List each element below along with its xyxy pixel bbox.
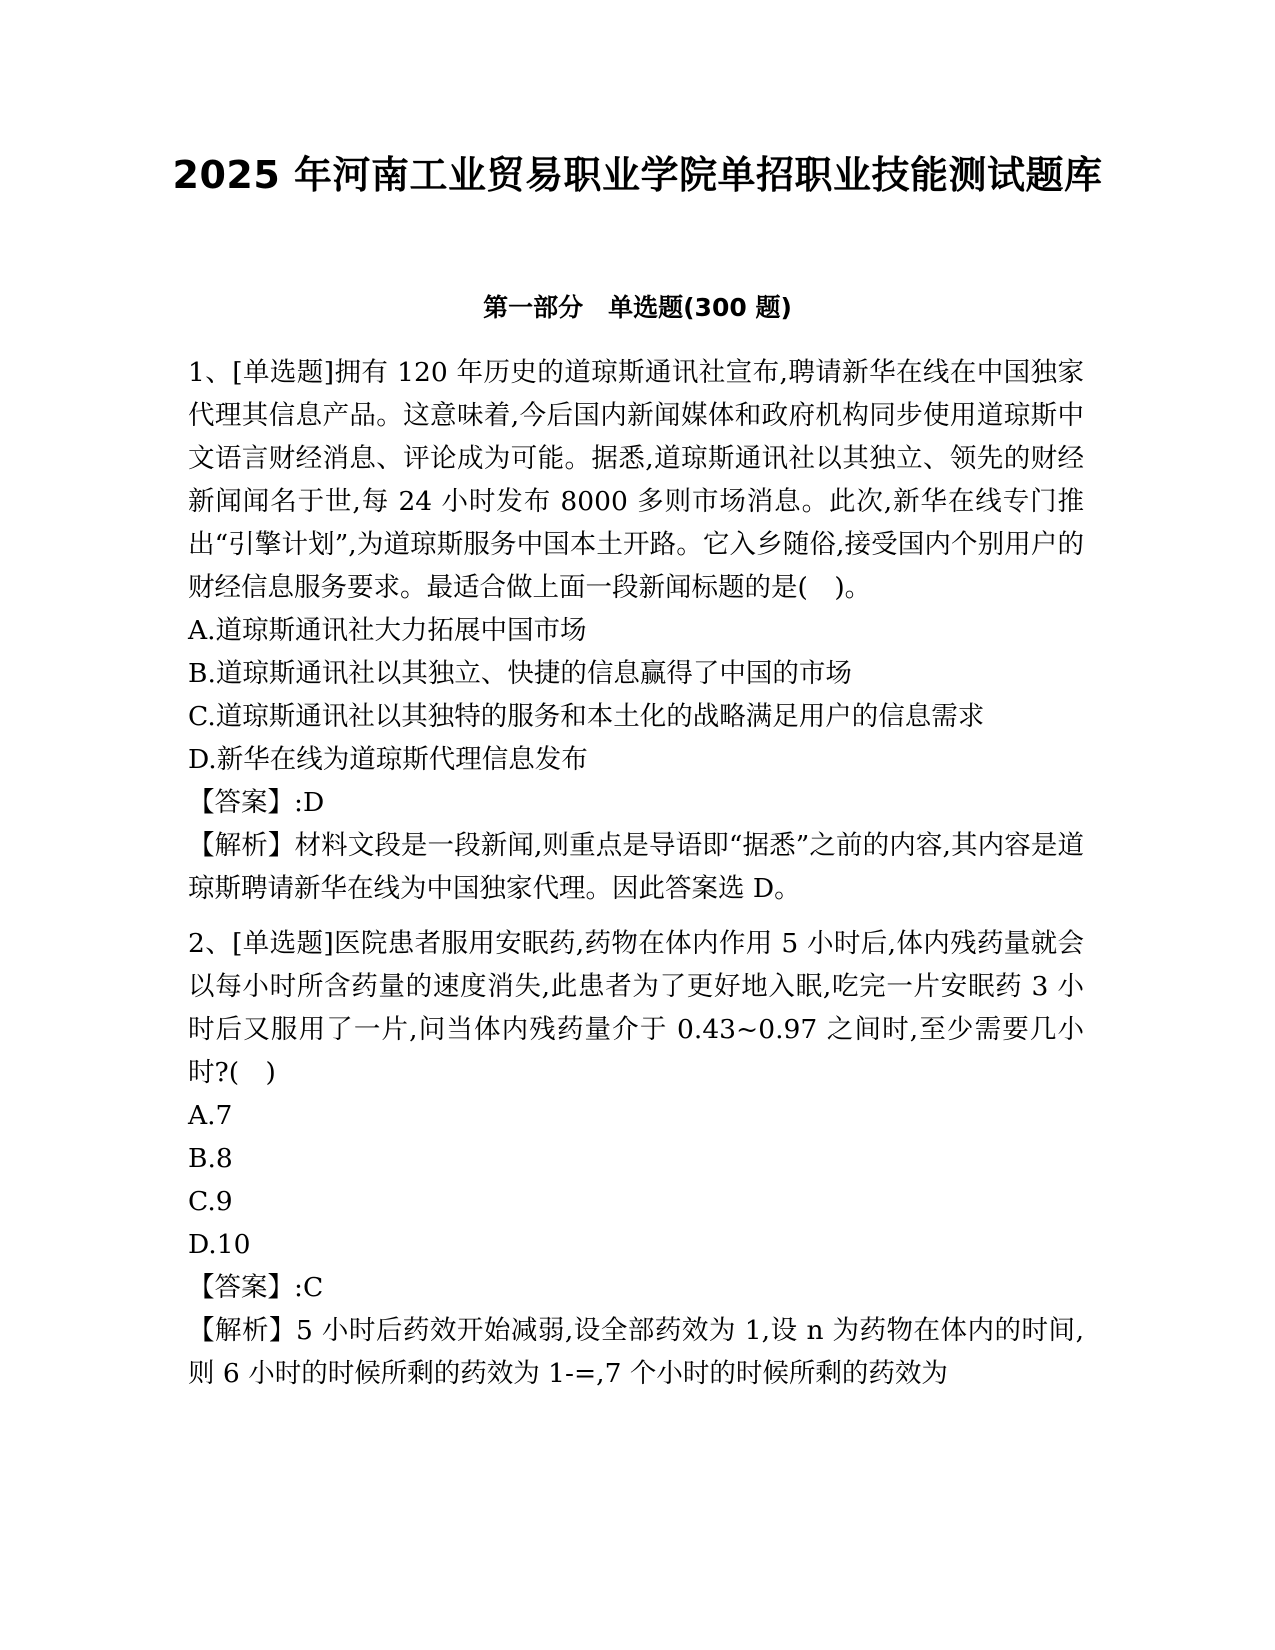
- option-b: B.道琼斯通讯社以其独立、快捷的信息赢得了中国的市场: [188, 658, 852, 689]
- option-d: D.新华在线为道琼斯代理信息发布: [188, 744, 588, 775]
- question-list: [188, 351, 1084, 1407]
- answer-line: [188, 781, 1084, 824]
- question-stem: 1、[单选题]拥有 120 年历史的道琼斯通讯社宣布,聘请新华在线在中国独家代理其信息产品。这意味着,今后国内新闻媒体和政府机构同步使用道琼斯中文语言财经消息、评论成为可能。据悉,道琼斯通讯社以其独立、领先的财经新闻闻名于世,每 24 小时发布 8000 多则市场消息。此次,新华在线专门推出“引擎计划”,为道琼斯服务中国本土开路。它入乡随俗,接受国内个别用户的财经信息服务要求。最适合做上面一段新闻标题的是( )。: [188, 357, 1084, 603]
- document-title: 2025 年河南工业贸易职业学院单招职业技能测试题库: [172, 153, 1103, 197]
- analysis-text: 材料文段是一段新闻,则重点是导语即“据悉”之前的内容,其内容是道琼斯聘请新华在线为中国独家代理。因此答案选 D。: [188, 830, 1084, 904]
- answer-line: [188, 1266, 1084, 1309]
- answer-value: D: [302, 787, 325, 818]
- option-a: A.7: [188, 1100, 233, 1131]
- question-item: [188, 922, 1084, 1395]
- analysis-label: 【解析】: [188, 1315, 297, 1346]
- answer-value: C: [302, 1272, 324, 1303]
- section-heading: 第一部分 单选题(300 题): [483, 293, 792, 322]
- option-c: C.道琼斯通讯社以其独特的服务和本土化的战略满足用户的信息需求: [188, 701, 985, 732]
- option-a: A.道琼斯通讯社大力拓展中国市场: [188, 615, 587, 646]
- analysis-label: 【解析】: [188, 830, 295, 861]
- option-b: B.8: [188, 1143, 233, 1174]
- answer-label: 【答案】:: [188, 787, 303, 818]
- analysis-text: 5 小时后药效开始减弱,设全部药效为 1,设 n 为药物在体内的时间,则 6 小时的时候所剩的药效为 1-=,7 个小时的时候所剩的药效为: [188, 1315, 1084, 1389]
- question-item: [188, 351, 1084, 910]
- analysis-line: [188, 824, 1084, 910]
- analysis-line: [188, 1309, 1084, 1395]
- question-stem: 2、[单选题]医院患者服用安眠药,药物在体内作用 5 小时后,体内残药量就会以每小时所含药量的速度消失,此患者为了更好地入眠,吃完一片安眠药 3 小时后又服用了一片,问当体内残药量介于 0.43~0.97 之间时,至少需要几小时?( ): [188, 928, 1084, 1088]
- option-c: C.9: [188, 1186, 233, 1217]
- answer-label: 【答案】:: [188, 1272, 303, 1303]
- option-d: D.10: [188, 1229, 251, 1260]
